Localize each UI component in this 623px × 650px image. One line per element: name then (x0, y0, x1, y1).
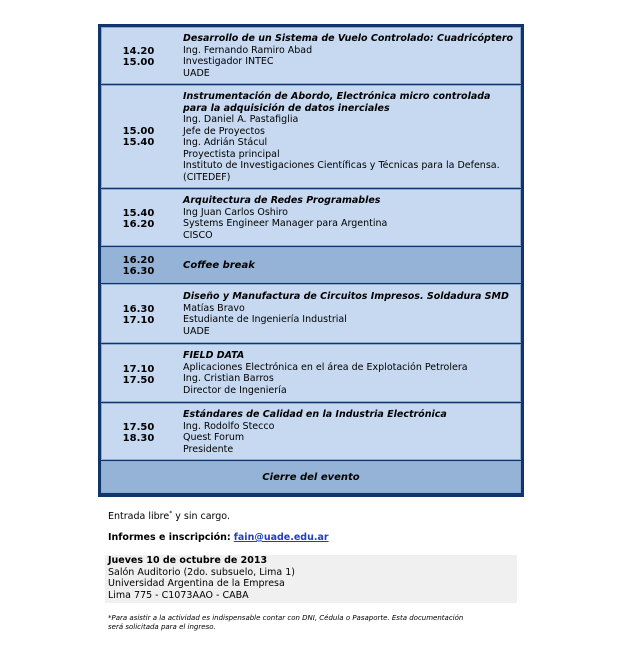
venue-university: Universidad Argentina de la Empresa (108, 578, 285, 589)
speaker-line: Presidente (183, 443, 234, 455)
session-row (101, 403, 521, 460)
speaker-line: UADE (183, 325, 210, 337)
session-times (102, 208, 175, 230)
speaker-line: CISCO (183, 229, 213, 241)
session-title: Diseño y Manufactura de Circuitos Impresos. Soldadura SMD (183, 291, 509, 302)
session-times (102, 422, 175, 444)
speaker-line: Jefe de Proyectos (183, 125, 265, 137)
entrada-mark: * (169, 510, 173, 517)
end-time: 16.30 (122, 266, 155, 277)
speaker-line: (CITEDEF) (183, 171, 231, 183)
informes-label: Informes e inscripción: (108, 532, 231, 543)
start-time: 16.30 (122, 304, 155, 315)
session-row (101, 27, 521, 84)
session-times (102, 126, 175, 148)
end-time: 17.50 (122, 375, 155, 386)
speaker-line: Matías Bravo (183, 302, 245, 314)
start-time: 15.00 (122, 126, 155, 137)
footnote-line: *Para asistir a la actividad es indispensable contar con DNI, Cédula o Pasaporte. Esta documentación (108, 614, 464, 622)
speaker-line: UADE (183, 67, 210, 79)
speaker-line: Systems Engineer Manager para Argentina (183, 218, 388, 229)
session-title: Instrumentación de Abordo, Electrónica micro controlada (183, 91, 491, 102)
start-time: 15.40 (122, 208, 155, 219)
speaker-line: Ing. Cristian Barros (183, 373, 274, 384)
session-times (102, 304, 175, 326)
session-content (183, 33, 514, 79)
session-title: Arquitectura de Redes Programables (183, 195, 381, 206)
speaker-line: Ing. Fernando Ramiro Abad (183, 44, 313, 56)
speaker-line: Proyectista principal (183, 148, 280, 160)
session-content (183, 91, 514, 183)
start-time: 16.20 (122, 255, 155, 266)
speaker-line: Aplicaciones Electrónica en el área de Explotación Petrolera (183, 361, 468, 373)
session-title-cont: para la adquisición de datos inerciales (183, 102, 390, 114)
session-row (101, 284, 521, 343)
entrada-line (108, 510, 230, 522)
start-time: 17.50 (122, 422, 155, 433)
closing-row (101, 461, 521, 493)
end-time: 18.30 (122, 433, 155, 444)
venue-address: Lima 775 - C1073AAO - CABA (108, 589, 249, 601)
session-times (102, 255, 175, 277)
end-time: 16.20 (122, 219, 155, 230)
speaker-line: Estudiante de Ingeniería Industrial (183, 314, 347, 325)
session-title: Desarrollo de un Sistema de Vuelo Controlado: Cuadricóptero (183, 33, 514, 44)
session-title: FIELD DATA (183, 350, 245, 361)
session-row (101, 189, 521, 246)
speaker-line: Ing Juan Carlos Oshiro (183, 206, 288, 218)
closing-label: Cierre del evento (262, 472, 360, 483)
venue-block (105, 555, 517, 603)
speaker-line: Ing. Rodolfo Stecco (183, 420, 275, 432)
session-title: Estándares de Calidad en la Industria Electrónica (183, 409, 447, 420)
entrada-rest: y sin cargo. (172, 511, 230, 523)
event-date: Jueves 10 de octubre de 2013 (108, 555, 268, 566)
speaker-line: Investigador INTEC (183, 56, 274, 67)
session-content (183, 291, 514, 337)
speaker-line: Instituto de Investigaciones Científicas y Técnicas para la Defensa. (183, 160, 500, 171)
schedule-table (98, 24, 524, 497)
session-row (101, 344, 521, 402)
end-time: 15.00 (122, 57, 155, 68)
session-content (183, 350, 514, 396)
session-row (101, 85, 521, 188)
entrada-text: Entrada libre (108, 511, 170, 523)
venue-room: Salón Auditorio (2do. subsuelo, Lima 1) (108, 566, 295, 578)
start-time: 14.20 (122, 46, 155, 57)
coffee-break-row (101, 247, 521, 283)
session-content (183, 195, 514, 241)
session-times (102, 46, 175, 68)
speaker-line: Director de Ingeniería (183, 384, 287, 396)
end-time: 15.40 (122, 137, 155, 148)
end-time: 17.10 (122, 315, 155, 326)
informes-line (108, 532, 329, 543)
speaker-line: Quest Forum (183, 432, 245, 443)
session-content (183, 409, 514, 455)
coffee-break-label: Coffee break (183, 260, 255, 271)
session-times (102, 364, 175, 386)
footnote-line: será solicitada para el ingreso. (108, 623, 216, 631)
start-time: 17.10 (122, 364, 155, 375)
email-link[interactable]: fain@uade.edu.ar (233, 532, 329, 543)
footnote (108, 614, 518, 632)
speaker-line: Ing. Daniel A. Pastafiglia (183, 114, 299, 125)
speaker-line: Ing. Adrián Stácul (183, 137, 268, 148)
